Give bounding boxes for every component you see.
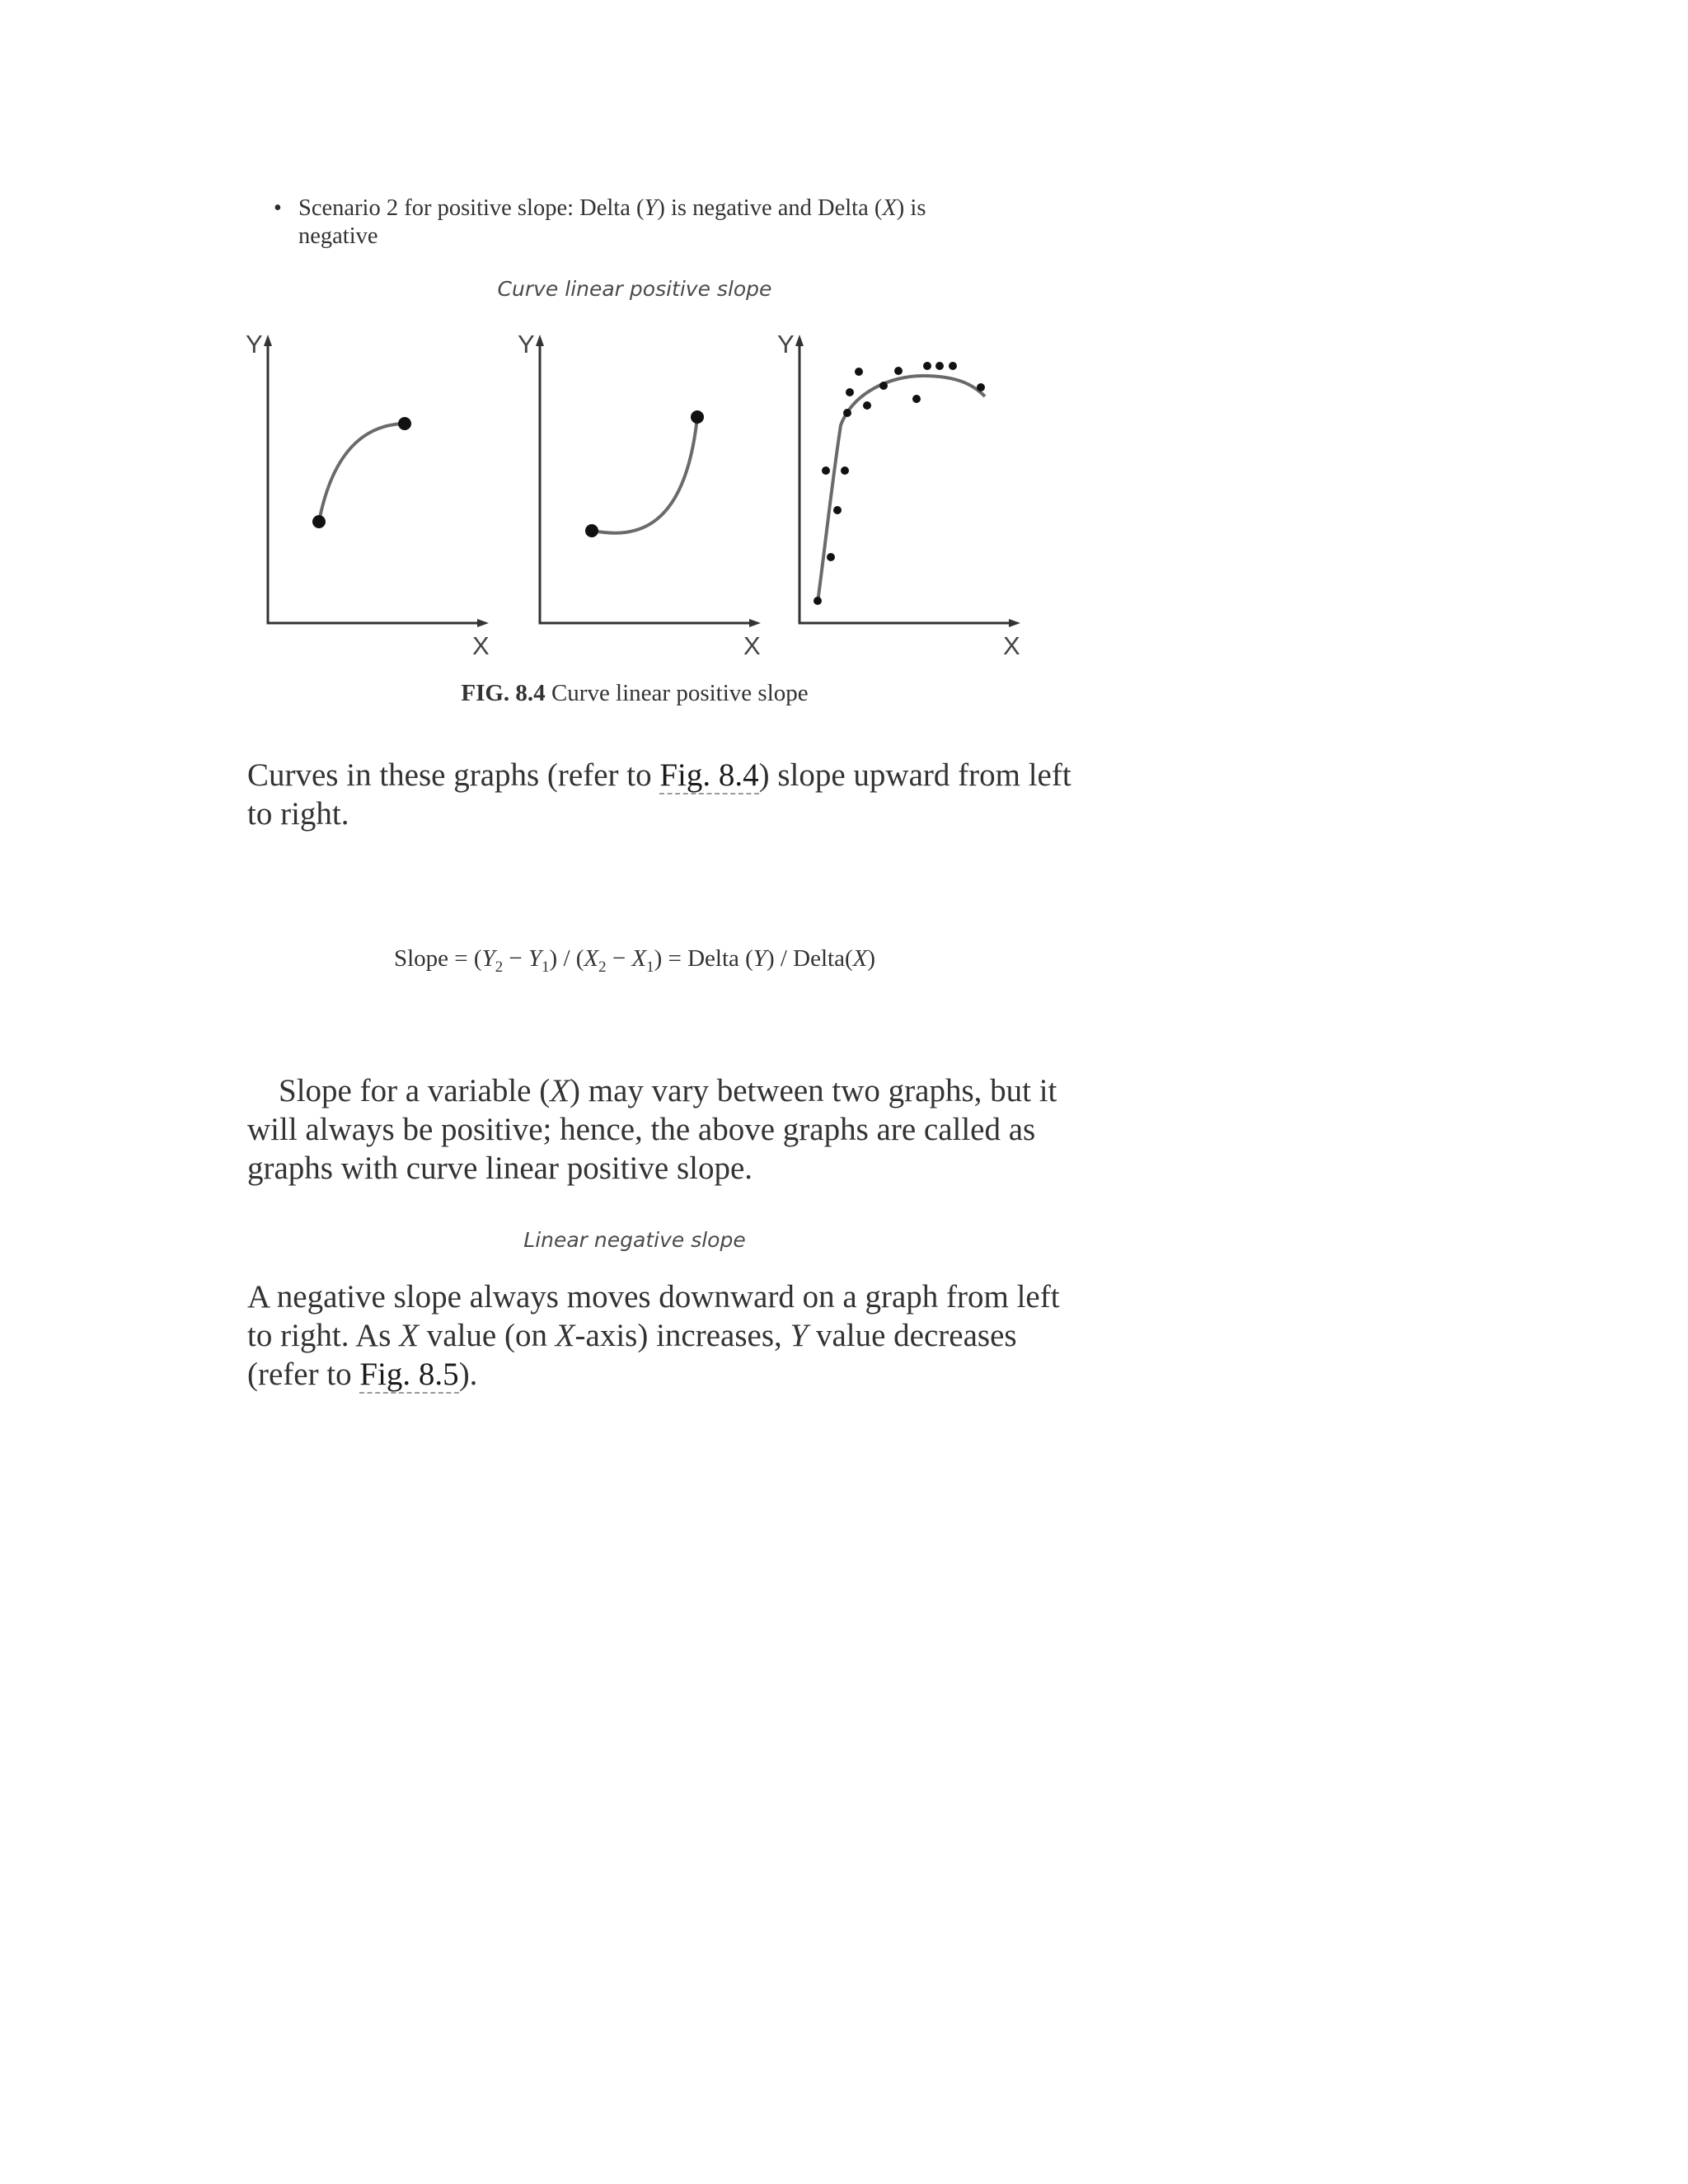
scatter-point: [814, 597, 822, 605]
formula-eq: ) = Delta (: [654, 945, 753, 972]
scatter-point: [863, 401, 871, 410]
graph-1-start-point: [312, 515, 326, 528]
graph-1-x-label: X: [472, 631, 490, 660]
formula-slash: ) / Delta(: [766, 945, 853, 972]
graph-2-axes: [540, 343, 754, 623]
bullet-text-c: ) is negative: [298, 195, 926, 249]
para-2-after: ) may vary between two graphs, but it will always be positive; hence, the above graphs are called as graphs with curve linear positive slope.: [247, 1073, 1057, 1186]
para-1-after: ) slope upward from left to right.: [247, 757, 1071, 832]
formula-y1: Y: [528, 945, 542, 972]
para-1-before: Curves in these graphs (refer to: [247, 757, 660, 793]
graph-2-end-point: [691, 410, 704, 424]
formula-sub: 1: [646, 958, 654, 976]
bullet-dot: •: [274, 195, 282, 221]
scatter-point: [855, 368, 863, 376]
figure-graphs: [239, 326, 1030, 673]
paragraph-negative-slope: [247, 1277, 1071, 1394]
scatter-point: [894, 367, 903, 375]
para-2-x: X: [550, 1073, 570, 1108]
figure-heading: Curve linear positive slope: [497, 277, 772, 301]
para-3-e: ).: [458, 1357, 478, 1392]
formula-minus: −: [503, 945, 528, 972]
scatter-point: [912, 395, 921, 403]
para-3-d: value decreases (refer to: [247, 1318, 1017, 1392]
bullet-x: X: [882, 195, 897, 221]
scatter-point: [833, 506, 842, 514]
scatter-point: [923, 362, 931, 370]
bullet-text-a: Scenario 2 for positive slope: Delta (: [298, 195, 645, 221]
slope-formula: [247, 945, 1022, 977]
graph-3-x-label: X: [1003, 631, 1020, 660]
graph-3-y-arrow: [795, 335, 804, 346]
paragraph-curves: [247, 756, 1071, 833]
formula-lead: Slope = (: [393, 945, 482, 972]
formula-x1: X: [631, 945, 647, 972]
figure-caption-text: Curve linear positive slope: [545, 680, 809, 706]
formula-sub: 2: [495, 958, 504, 976]
graph-2-curve: [592, 417, 697, 533]
scatter-point: [949, 362, 957, 370]
graph-2-x-label: X: [743, 631, 761, 660]
fig-8-4-link[interactable]: Fig. 8.4: [659, 757, 759, 793]
para-2-before: Slope for a variable (: [279, 1073, 551, 1108]
graph-2-x-arrow: [749, 619, 761, 627]
graph-1-x-arrow: [477, 619, 489, 627]
formula-minus: −: [606, 945, 632, 972]
para-3-c: -axis) increases,: [574, 1318, 790, 1353]
graph-1-end-point: [398, 417, 411, 430]
formula-dx: X: [852, 945, 868, 972]
scatter-point: [977, 383, 985, 391]
scatter-point: [822, 466, 830, 475]
scatter-point: [843, 409, 851, 417]
scatter-point: [841, 466, 849, 475]
formula-x2: X: [584, 945, 599, 972]
graph-1-axes: [268, 343, 482, 623]
formula-dy: Y: [753, 945, 767, 972]
graph-3-x-arrow: [1009, 619, 1020, 627]
graph-2-start-point: [585, 524, 598, 537]
graph-2-y-label: Y: [518, 330, 535, 359]
graph-1-curve: [319, 424, 404, 522]
scatter-point: [827, 553, 835, 561]
bullet-item: [298, 194, 1007, 251]
graph-3-scatter: [814, 362, 985, 605]
scatter-point: [879, 382, 888, 390]
para-3-b: value (on: [419, 1318, 556, 1353]
formula-end: ): [867, 945, 875, 972]
graph-3-y-label: Y: [777, 330, 795, 359]
graph-3-fit-curve: [818, 376, 985, 602]
formula-sub: 1: [542, 958, 550, 976]
formula-y2: Y: [481, 945, 495, 972]
para-3-y: Y: [790, 1318, 809, 1353]
bullet-y: Y: [644, 195, 658, 221]
fig-8-5-link[interactable]: Fig. 8.5: [359, 1357, 459, 1392]
section-heading-linear-negative: Linear negative slope: [523, 1228, 746, 1252]
bullet-text-b: ) is negative and Delta (: [657, 195, 883, 221]
para-3-x2: X: [555, 1318, 575, 1353]
formula-mid: ) / (: [549, 945, 584, 972]
graph-2-y-arrow: [536, 335, 544, 346]
graph-1-y-label: Y: [246, 330, 263, 359]
axes: [268, 343, 1014, 623]
para-3-a: A negative slope always moves downward on a graph from left to right. As: [247, 1279, 1060, 1353]
figure-caption-number: FIG. 8.4: [461, 680, 546, 706]
scatter-point: [935, 362, 944, 370]
scatter-point: [846, 388, 854, 396]
figure-caption: [247, 680, 1022, 707]
paragraph-slope-variable: [247, 1071, 1071, 1188]
graph-1-y-arrow: [264, 335, 272, 346]
para-3-x1: X: [399, 1318, 420, 1353]
formula-sub: 2: [598, 958, 607, 976]
